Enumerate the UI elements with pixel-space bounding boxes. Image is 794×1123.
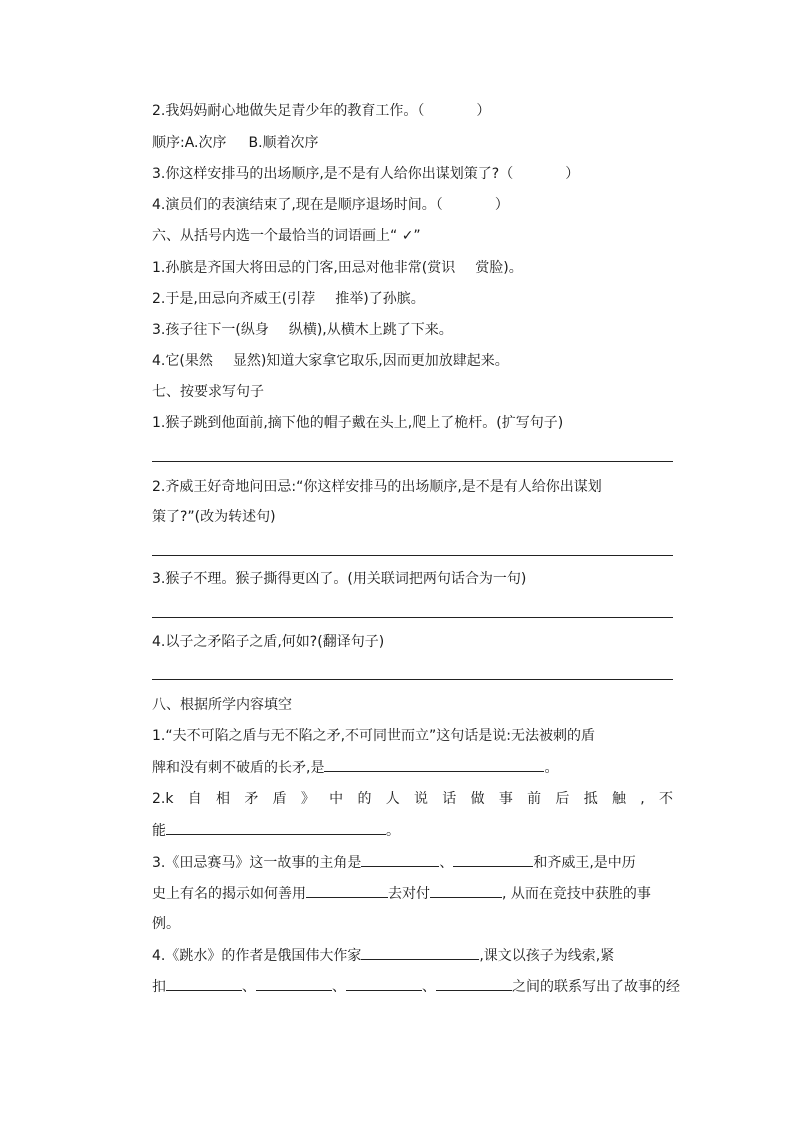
s8-q2-char: 相 [216, 791, 231, 807]
s5-option-b: B.顺着次序 [248, 135, 319, 151]
s8-q2-char: 抵 [583, 791, 598, 807]
s7-q1-answer-line[interactable] [152, 461, 673, 462]
s8-q2-char: 人 [385, 791, 400, 807]
s8-q2-char: 盾 [272, 791, 287, 807]
s8-q3-blank-2[interactable] [453, 852, 533, 867]
s8-question-1-line2 [152, 757, 558, 778]
s8-q3-l2-prefix: 史上有名的揭示如何善用 [152, 886, 306, 902]
s8-q2-char: 触 [611, 791, 626, 807]
s7-q2-answer-line[interactable] [152, 555, 673, 556]
s5-question-3 [152, 164, 579, 184]
s5-q2-close: ） [476, 103, 491, 119]
s8-q2-char: 自 [187, 791, 202, 807]
s8-q2-prefix: 能 [152, 823, 166, 839]
s8-q4-prefix: 4.《跳水》的作者是俄国伟大作家 [152, 948, 362, 964]
s8-q2-char: 后 [555, 791, 570, 807]
s6-q3-b: 纵横),从横木上跳了下来。 [288, 322, 453, 338]
s8-q4-l2-suffix: 之间的联系写出了故事的经 [512, 979, 680, 995]
s5-q4-text: 4.演员们的表演结束了,现在是顺序退场时间。（ [152, 197, 443, 213]
s8-q1-blank[interactable] [324, 757, 544, 772]
s8-q3-blank-4[interactable] [430, 883, 502, 898]
s8-question-2-line2 [152, 820, 400, 841]
s8-q3-l2-suffix: , 从而在竞技中获胜的事 [502, 886, 651, 902]
s8-q4-blank-4[interactable] [436, 976, 512, 991]
s5-question-2 [152, 101, 490, 121]
s6-question-3 [152, 320, 453, 340]
s8-q2-char: 做 [470, 791, 485, 807]
s8-q1-end: 。 [544, 760, 559, 776]
s7-q3-answer-line[interactable] [152, 617, 673, 618]
s5-q2-text: 2.我妈妈耐心地做失足青少年的教育工作。（ [152, 103, 425, 119]
s8-q2-char: 中 [329, 791, 344, 807]
s8-q2-char: 的 [357, 791, 372, 807]
s7-question-2-line2: 策了?”(改为转述句) [152, 509, 276, 525]
s8-question-3-line3: 例。 [152, 916, 180, 932]
s7-title: 七、按要求写句子 [152, 384, 264, 400]
s8-q4-blank-1[interactable] [166, 976, 242, 991]
s8-q4-sep-2: 、 [332, 979, 346, 995]
s8-q4-blank-author[interactable] [361, 945, 479, 960]
s6-q4-b: 显然)知道大家拿它取乐,因而更加放肆起来。 [232, 353, 509, 369]
s7-question-4: 4.以子之矛陷子之盾,何如?(翻译句子) [152, 634, 385, 650]
s8-q2-char: 话 [442, 791, 457, 807]
s6-question-2 [152, 289, 425, 309]
s6-title: 六、从括号内选一个最恰当的词语画上“ ✓” [152, 228, 421, 244]
s8-question-4-line1 [152, 945, 614, 966]
s7-question-1: 1.猴子跳到他面前,摘下他的帽子戴在头上,爬上了桅杆。(扩写句子) [152, 415, 564, 431]
s8-question-3-line1 [152, 852, 636, 873]
s8-q4-blank-3[interactable] [346, 976, 422, 991]
s6-q2-a: 2.于是,田忌向齐威王(引荐 [152, 291, 316, 307]
s8-q2-char: 前 [527, 791, 542, 807]
s6-q1-a: 1.孙膑是齐国大将田忌的门客,田忌对他非常(赏识 [152, 260, 456, 276]
s8-q2-char: 2.k [152, 791, 174, 807]
s8-question-2-line1 [152, 789, 673, 809]
s6-q3-a: 3.孩子往下一(纵身 [152, 322, 269, 338]
s5-q3-close: ） [565, 166, 580, 182]
s8-q2-char: 矛 [244, 791, 259, 807]
s8-q4-sep-1: 、 [242, 979, 256, 995]
s6-q1-b: 赏脸)。 [475, 260, 523, 276]
s8-title: 八、根据所学内容填空 [152, 697, 292, 713]
s6-q2-b: 推举)了孙膑。 [335, 291, 425, 307]
s8-q2-blank[interactable] [166, 820, 386, 835]
s8-question-3-line2 [152, 883, 651, 904]
s8-question-1-line1: 1.“夫不可陷之盾与无不陷之矛,不可同世而立”这句话是说:无法被刺的盾 [152, 728, 596, 744]
s8-q3-prefix: 3.《田忌赛马》这一故事的主角是 [152, 855, 362, 871]
s8-q3-suffix: 和齐威王,是中历 [533, 855, 636, 871]
s8-q3-blank-1[interactable] [361, 852, 439, 867]
s7-question-2-line1: 2.齐威王好奇地问田忌:“你这样安排马的出场顺序,是不是有人给你出谋划 [152, 479, 602, 495]
s8-q3-sep: 、 [439, 855, 454, 871]
s5-option-a: 顺序:A.次序 [152, 135, 227, 151]
s8-q2-end: 。 [386, 823, 400, 839]
s8-q1-prefix: 牌和没有刺不破盾的长矛,是 [152, 760, 325, 776]
s8-q4-suffix: ,课文以孩子为线索,紧 [479, 948, 615, 964]
s8-q4-blank-2[interactable] [256, 976, 332, 991]
s6-q4-a: 4.它(果然 [152, 353, 213, 369]
s8-question-4-line2 [152, 976, 680, 997]
s8-q3-l2-mid: 去对付 [388, 886, 430, 902]
s8-q2-char: 不 [658, 791, 673, 807]
s7-question-3: 3.猴子不理。猴子撕得更凶了。(用关联词把两句话合为一句) [152, 571, 527, 587]
s6-question-4 [152, 351, 509, 371]
s7-q4-answer-line[interactable] [152, 679, 673, 680]
s5-q3-text: 3.你这样安排马的出场顺序,是不是有人给你出谋划策了?（ [152, 166, 514, 182]
s5-options [152, 133, 319, 153]
s8-q4-sep-3: 、 [422, 979, 436, 995]
s8-q3-blank-3[interactable] [306, 883, 388, 898]
s8-q2-char: 》 [300, 791, 315, 807]
s8-q4-l2-prefix: 扣 [152, 979, 166, 995]
s5-q4-close: ） [494, 197, 509, 213]
s8-q2-char: 说 [414, 791, 428, 807]
s8-q2-char: 事 [498, 791, 513, 807]
s6-question-1 [152, 258, 523, 278]
s5-question-4 [152, 195, 509, 215]
s8-q2-char: , [640, 791, 645, 807]
